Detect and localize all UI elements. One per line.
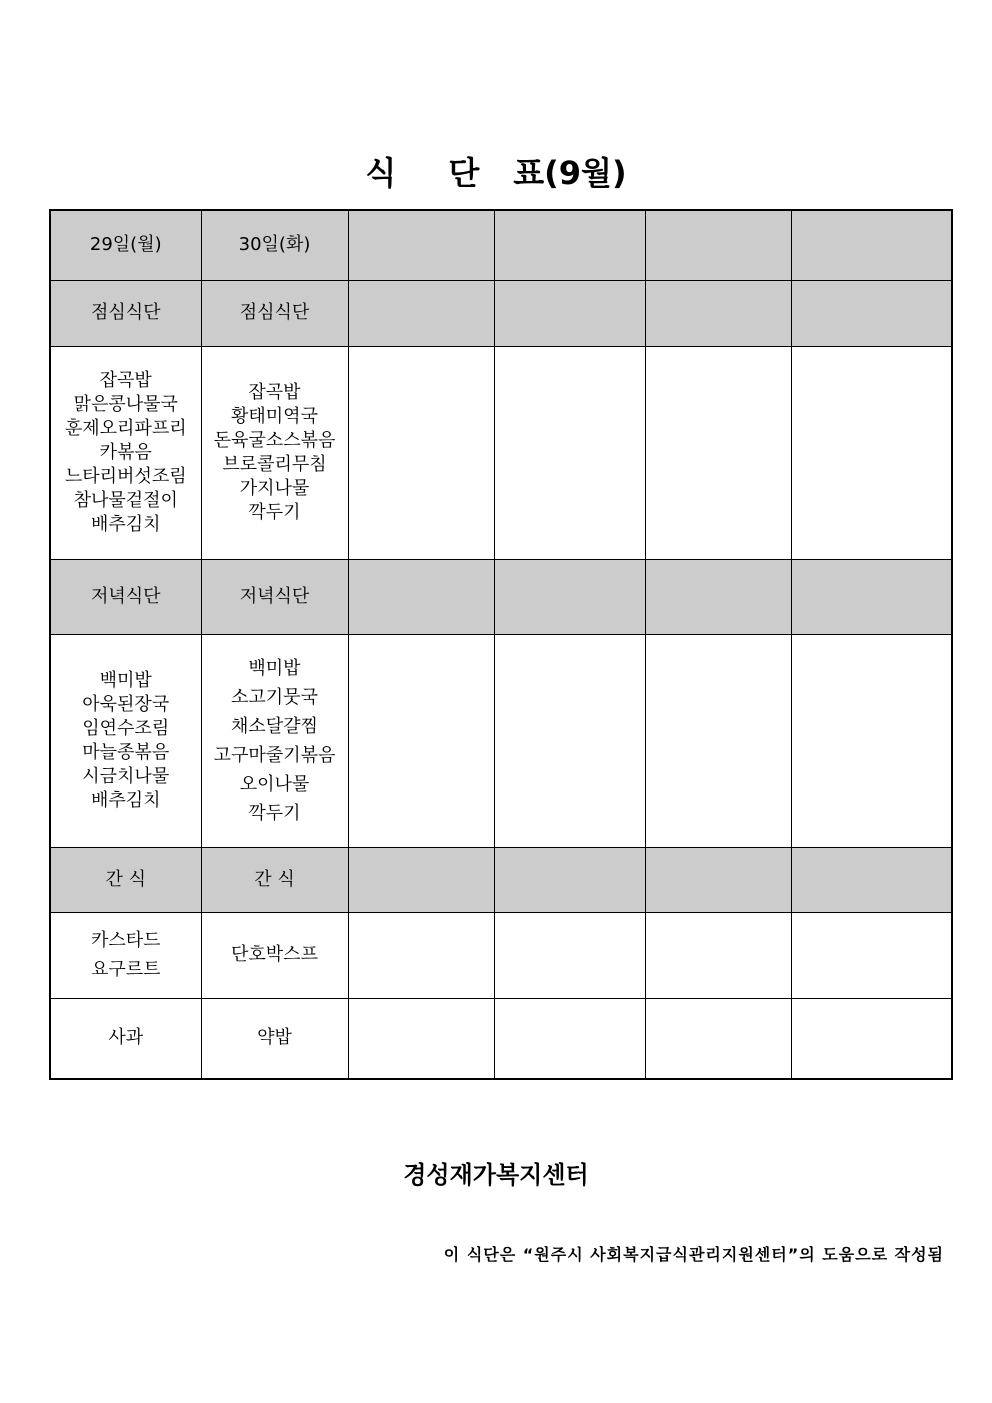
dinner-menu-row [50,634,952,847]
lunch-menu-cell [50,346,201,559]
empty-cell [348,634,494,847]
empty-cell [645,912,791,998]
empty-cell [494,847,645,912]
empty-cell [645,847,791,912]
snack-cell: 사과 [50,998,201,1079]
menu-item: 훈제오리파프리 [64,417,187,439]
date-header-row [50,210,952,280]
lunch-header-cell: 점심식단 [201,280,348,346]
snack-cell: 약밥 [201,998,348,1079]
empty-cell [645,346,791,559]
empty-cell [791,634,952,847]
empty-cell [791,912,952,998]
menu-item: 카볶음 [99,441,152,463]
footer-note: 이 식단은 “원주시 사회복지급식관리지원센터”의 도움으로 작성됨 [443,1245,944,1264]
dinner-menu-cell [201,634,348,847]
empty-cell [791,559,952,634]
menu-item: 느타리버섯조림 [64,465,187,487]
snack-header-cell: 간 식 [201,847,348,912]
empty-cell [645,280,791,346]
empty-cell [645,210,791,280]
menu-item: 깍두기 [248,501,301,523]
menu-item: 소고기뭇국 [231,686,318,708]
menu-item: 황태미역국 [231,405,318,427]
menu-item: 잡곡밥 [99,369,152,391]
title-part-1: 식 [365,154,397,192]
dinner-menu-cell [50,634,201,847]
empty-cell [791,210,952,280]
meal-plan-table [49,209,953,1080]
lunch-menu-cell [201,346,348,559]
empty-cell [645,998,791,1079]
empty-cell [791,847,952,912]
snack-cell [50,912,201,998]
snack-row-1 [50,912,952,998]
date-cell: 30일(화) [201,210,348,280]
empty-cell [791,280,952,346]
empty-cell [494,280,645,346]
menu-item: 참나물겉절이 [73,489,178,511]
organization-name: 경성재가복지센터 [403,1161,589,1189]
menu-item: 가지나물 [239,477,310,499]
empty-cell [348,912,494,998]
snack-row-2 [50,998,952,1079]
menu-item: 깍두기 [248,802,301,824]
empty-cell [494,346,645,559]
menu-item: 단호박스프 [231,944,318,965]
menu-item: 브로콜리무침 [222,453,327,475]
dinner-header-cell: 저녁식단 [50,559,201,634]
title-part-3: 표(9월) [513,154,627,192]
empty-cell [645,559,791,634]
menu-item: 카스타드 [90,930,161,951]
menu-item: 시금치나물 [82,765,170,787]
empty-cell [494,634,645,847]
menu-item: 요구르트 [90,959,161,980]
snack-header-cell: 간 식 [50,847,201,912]
page-title [0,148,992,194]
menu-item: 배추김치 [90,513,161,535]
empty-cell [791,346,952,559]
date-cell: 29일(월) [50,210,201,280]
menu-item: 배추김치 [90,789,161,811]
empty-cell [348,210,494,280]
empty-cell [494,210,645,280]
dinner-header-row [50,559,952,634]
empty-cell [494,912,645,998]
menu-item: 돈육굴소스볶음 [213,429,336,451]
empty-cell [645,634,791,847]
empty-cell [494,998,645,1079]
menu-item: 잡곡밥 [248,381,301,403]
empty-cell [348,280,494,346]
empty-cell [348,998,494,1079]
snack-header-row [50,847,952,912]
menu-item: 백미밥 [99,669,152,691]
lunch-header-row [50,280,952,346]
empty-cell [348,346,494,559]
menu-item: 백미밥 [248,657,301,679]
menu-item: 맑은콩나물국 [73,393,178,415]
menu-item: 고구마줄기볶음 [213,744,336,766]
lunch-header-cell: 점심식단 [50,280,201,346]
empty-cell [348,559,494,634]
lunch-menu-row [50,346,952,559]
menu-item: 아욱된장국 [82,693,170,715]
empty-cell [791,998,952,1079]
menu-item: 채소달걀찜 [231,715,318,737]
empty-cell [494,559,645,634]
menu-item: 임연수조림 [82,717,170,739]
snack-cell [201,912,348,998]
menu-item: 마늘종볶음 [82,741,170,763]
empty-cell [348,847,494,912]
menu-item: 오이나물 [239,773,310,795]
dinner-header-cell: 저녁식단 [201,559,348,634]
title-part-2: 단 [448,154,480,192]
